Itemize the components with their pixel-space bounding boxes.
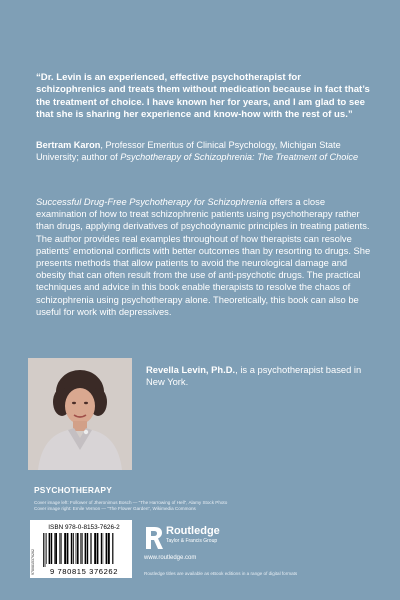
cover-credit-right: Cover image right: Emile Vernon — “The Flower Garden”, Wikimedia Commons [34, 506, 196, 511]
barcode-bar [67, 533, 69, 564]
barcode-bar [97, 533, 99, 564]
routledge-logo-icon [144, 526, 164, 550]
description-body: offers a close examination of how to treat schizophrenic patients using psychotherapy rather than drugs, applying derivatives of psychodynamic principles in treating patients. The author provides real examples throughout of how therapists can resolve patients’ emotional conflicts with better outcomes than by resorting to drugs. She presents methods that allow patients to avoid the neurological damage and obesity that can often result from the use of anti-psychotic drugs. The practical techniques and advice in this book enable therapists to resolve the chaos of schizophrenia using psychotherapy alone. Theoretically, this book can also be useful for work with depressives. [36, 196, 371, 317]
barcode [36, 520, 132, 578]
barcode-bar [77, 533, 79, 564]
barcode-bar [43, 533, 44, 567]
barcode-bar [51, 533, 52, 564]
cover-credits [34, 500, 374, 512]
barcode-bar [76, 533, 77, 564]
barcode-bar [49, 533, 51, 564]
book-description [36, 196, 372, 318]
barcode-bar [85, 533, 87, 564]
ebook-note: Routledge titles are available as eBook editions in a range of digital formats [144, 571, 298, 576]
author-photo [28, 358, 132, 470]
endorsement-attribution [36, 140, 372, 163]
book-title-inline: Successful Drug-Free Psychotherapy for Schizophrenia [36, 196, 267, 207]
barcode-bar [108, 533, 110, 564]
isbn-label: ISBN 978-0-8153-7626-2 [48, 524, 120, 531]
subject-category: PSYCHOTHERAPY [34, 485, 112, 495]
barcode-bar [112, 533, 113, 564]
endorsement-quote: “Dr. Levin is an experienced, effective psychotherapist for schizophrenics and treats them without medication because in fact that’s the treatment of choice. I have known her for years, and I am glad to see that she is sharing her experience and know-how with the rest of us.” [36, 72, 370, 120]
barcode-number: 9 780815 376262 [49, 567, 119, 576]
barcode-bar [54, 533, 55, 564]
barcode-bar [106, 533, 108, 564]
publisher-name: Routledge [166, 525, 220, 537]
barcode-bar [94, 533, 96, 564]
barcode-bar [103, 533, 104, 564]
barcode-bar [59, 533, 60, 564]
publisher-group: Taylor & Francis Group [166, 538, 218, 544]
barcode-bar [46, 533, 47, 564]
author-bio-text: , is a psychotherapist based in New York. [146, 364, 362, 388]
barcode-bar [82, 533, 83, 564]
publisher-url[interactable]: www.routledge.com [144, 555, 197, 561]
barcode-bar [101, 533, 102, 564]
endorser-book-title: Psychotherapy of Schizophrenia: The Treatment of Choice [120, 151, 359, 162]
barcode-bar [87, 533, 88, 564]
barcode-bar [55, 533, 57, 564]
cover-credit-left: Cover image left: Follower of Jheronimus Bosch — “The Harrowing of Hell”, Alamy Stock Photo [34, 500, 228, 505]
barcode-bars [42, 533, 126, 567]
barcode-bar [71, 533, 72, 564]
author-bio [146, 364, 372, 389]
endorser-credentials: , Professor Emeritus of Clinical Psychology, Michigan State University; author of [36, 140, 341, 162]
author-name: Revella Levin, Ph.D. [146, 364, 236, 375]
barcode-bar [73, 533, 74, 564]
barcode-bar [45, 533, 46, 567]
barcode-bar [61, 533, 62, 564]
barcode-bar [91, 533, 92, 564]
barcode-bar [64, 533, 66, 564]
barcode-bar [80, 533, 81, 564]
side-code-text: 9780815376262 [31, 549, 35, 575]
endorser-name: Bertram Karon [36, 140, 101, 150]
barcode-bar [90, 533, 91, 564]
